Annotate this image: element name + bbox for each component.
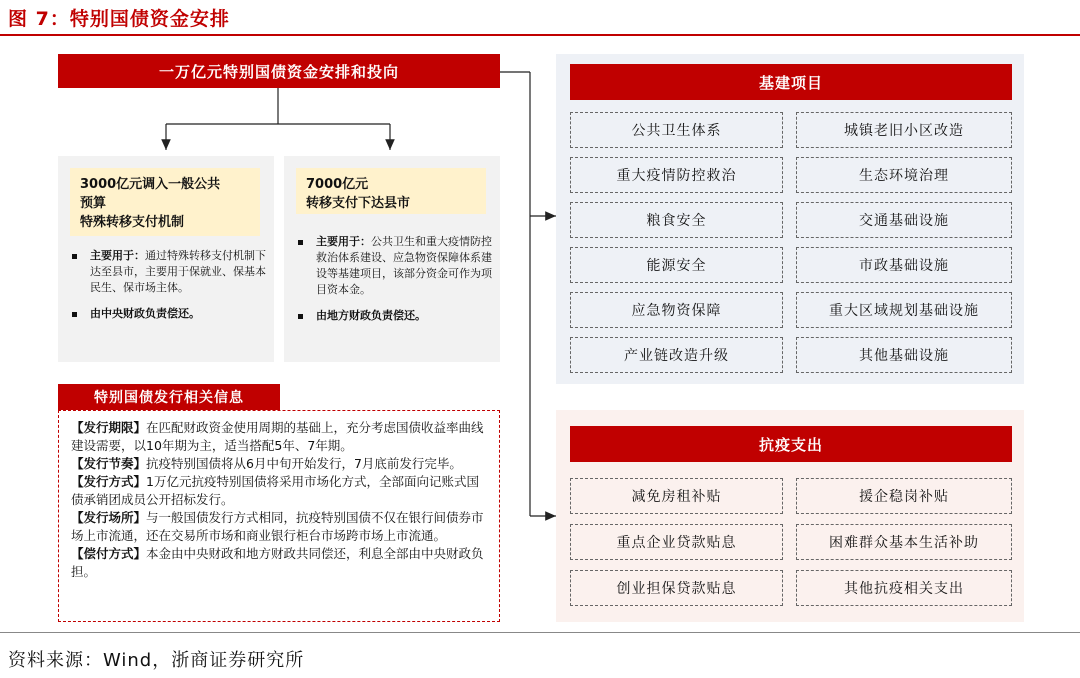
infra-cell: 交通基础设施 — [796, 202, 1012, 238]
source-note: 资料来源：Wind，浙商证券研究所 — [8, 650, 305, 671]
epidemic-cell: 重点企业贷款贴息 — [570, 524, 783, 560]
right-bullet-repay: 由地方财政负责偿还。 — [294, 308, 494, 324]
infra-cell: 重大疫情防控救治 — [570, 157, 783, 193]
left-heading — [70, 168, 260, 236]
left-bullet-usage — [68, 248, 268, 296]
info-item-repayment — [71, 545, 491, 581]
info-item-venue — [71, 509, 491, 545]
right-bullet-key: 主要用于： — [316, 235, 371, 248]
infra-cell: 能源安全 — [570, 247, 783, 283]
right-heading-line2: 转移支付下达县市 — [306, 196, 411, 211]
infra-cell: 重大区域规划基础设施 — [796, 292, 1012, 328]
infra-cell: 粮食安全 — [570, 202, 783, 238]
info-item-term — [71, 419, 491, 455]
infra-cell: 应急物资保障 — [570, 292, 783, 328]
epidemic-title: 抗疫支出 — [570, 426, 1012, 462]
left-bullet-text: 通过特殊转移支付机制下达至县市，主要用于保就业、保基本民生、保市场主体。 — [90, 249, 266, 294]
epidemic-panel — [556, 410, 1024, 622]
info-text: 在匹配财政资金使用周期的基础上，充分考虑国债收益率曲线建设需要，以10年期为主，适当搭配5年、7年期。 — [71, 420, 484, 453]
right-bullets — [294, 234, 494, 334]
infra-cell: 其他基础设施 — [796, 337, 1012, 373]
left-bullets — [68, 248, 268, 332]
infra-cell: 生态环境治理 — [796, 157, 1012, 193]
infra-title: 基建项目 — [570, 64, 1012, 100]
epidemic-cell: 减免房租补贴 — [570, 478, 783, 514]
source-rule — [0, 632, 1080, 633]
epidemic-cell: 援企稳岗补贴 — [796, 478, 1012, 514]
infra-panel — [556, 54, 1024, 384]
top-bar: 一万亿元特别国债资金安排和投向 — [58, 54, 500, 88]
right-bullet-text: 公共卫生和重大疫情防控救治体系建设、应急物资保障体系建设等基建项目，该部分资金可作为项目资本金。 — [316, 235, 492, 296]
left-panel — [58, 156, 274, 362]
epidemic-cell: 其他抗疫相关支出 — [796, 570, 1012, 606]
left-bullet-key: 主要用于： — [90, 249, 145, 262]
info-title: 特别国债发行相关信息 — [58, 384, 280, 410]
info-item-method — [71, 473, 491, 509]
infra-cell: 城镇老旧小区改造 — [796, 112, 1012, 148]
infra-cell: 产业链改造升级 — [570, 337, 783, 373]
left-bullet-repay: 由中央财政负责偿还。 — [68, 306, 268, 322]
figure-title: 图 7：特别国债资金安排 — [8, 8, 230, 30]
left-heading-line1: 3000亿元调入一般公共 — [80, 177, 221, 192]
info-text: 与一般国债发行方式相同，抗疫特别国债不仅在银行间债券市场上市流通，还在交易所市场和商业银行柜台市场跨市场上市流通。 — [71, 510, 484, 543]
info-box — [58, 410, 500, 622]
right-bullet-usage — [294, 234, 494, 298]
info-text: 抗疫特别国债将从6月中旬开始发行，7月底前发行完毕。 — [146, 456, 462, 471]
info-key: 【偿付方式】 — [71, 546, 147, 561]
left-heading-line3: 特殊转移支付机制 — [80, 215, 185, 230]
info-key: 【发行方式】 — [71, 474, 147, 489]
epidemic-cell: 创业担保贷款贴息 — [570, 570, 783, 606]
info-key: 【发行期限】 — [71, 420, 147, 435]
left-heading-line2: 预算 — [80, 196, 107, 211]
right-heading — [296, 168, 486, 214]
infra-cell: 公共卫生体系 — [570, 112, 783, 148]
info-text: 本金由中央财政和地方财政共同偿还，利息全部由中央财政负担。 — [71, 546, 484, 579]
right-panel — [284, 156, 500, 362]
info-item-pace — [71, 455, 491, 473]
info-key: 【发行节奏】 — [71, 456, 147, 471]
info-key: 【发行场所】 — [71, 510, 147, 525]
epidemic-cell: 困难群众基本生活补助 — [796, 524, 1012, 560]
info-text: 1万亿元抗疫特别国债将采用市场化方式，全部面向记账式国债承销团成员公开招标发行。 — [71, 474, 479, 507]
infra-cell: 市政基础设施 — [796, 247, 1012, 283]
right-heading-line1: 7000亿元 — [306, 177, 369, 192]
